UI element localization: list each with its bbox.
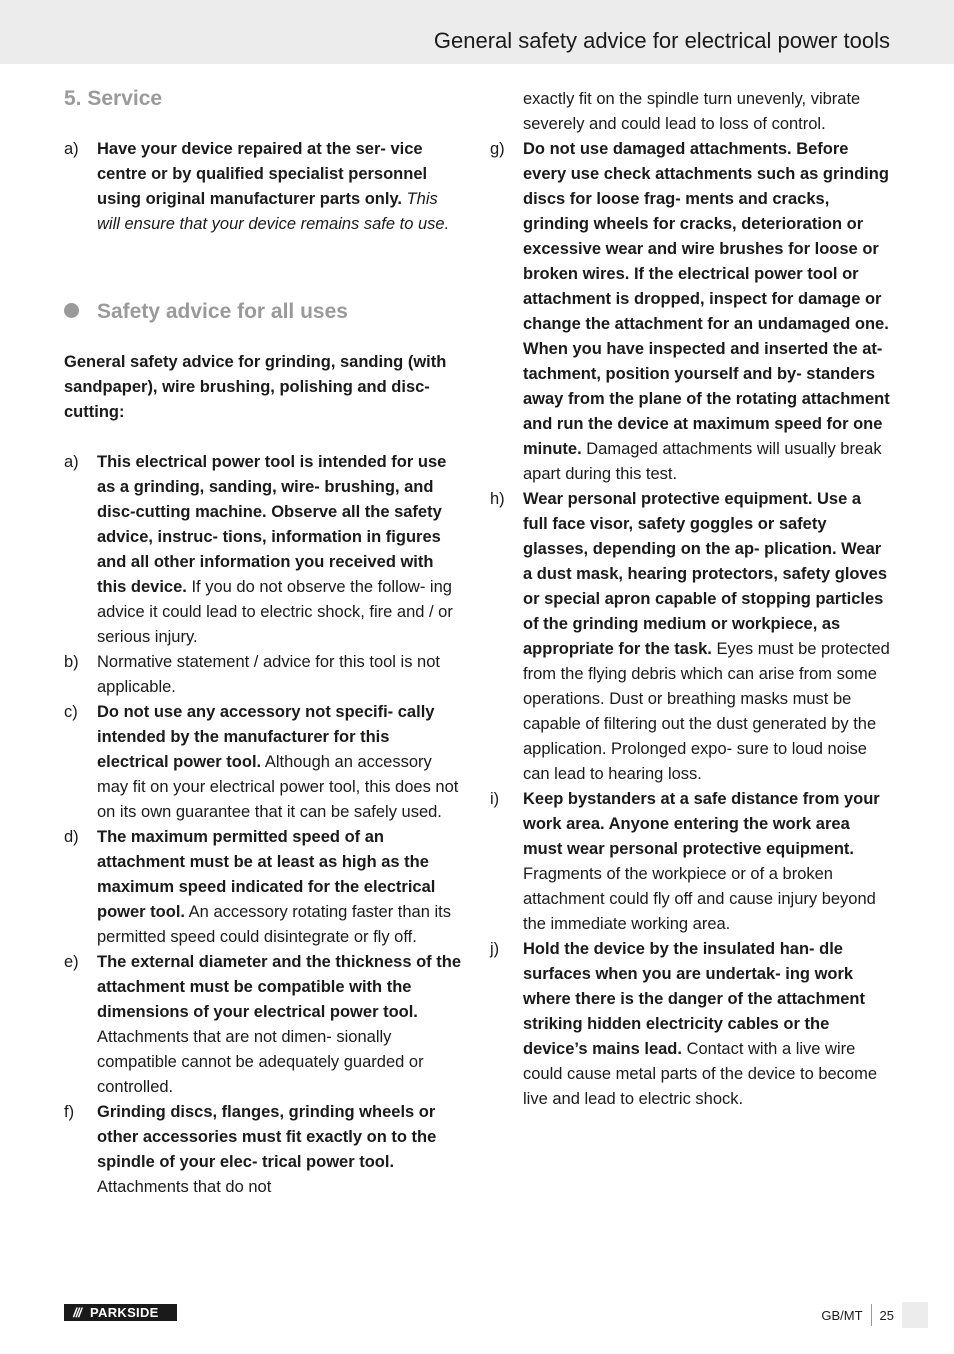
list-item: c) Do not use any accessory not specifi- cally intended by the manufacturer for this electrical power tool. Although an accessory may fit on your electrical power tool, this does not on its own guarantee that it can be safely used. [64, 703, 459, 821]
right-column [490, 87, 890, 1112]
page-number: 25 [879, 1307, 894, 1323]
parkside-logo: /// PARKSIDE [64, 1304, 177, 1321]
list-item: f) Grinding discs, flanges, grinding wheels or other accessories must fit exactly on to the spindle of your elec- trical power tool. Attachments that do not [64, 1103, 437, 1196]
list-item: e) The external diameter and the thickness of the attachment must be compatible with the dimensions of your electrical power tool. Attachments that are not dimen- sionally compatible cannot be adequately guarded or controlled. [64, 953, 462, 1096]
list-item: d) The maximum permitted speed of an attachment must be at least as high as the maximum speed indicated for the electrical power tool. An accessory rotating faster than its permitted speed could disintegrate or fly off. [64, 828, 451, 946]
section-title-service: 5. Service [64, 87, 163, 110]
list-item: j) Hold the device by the insulated han- dle surfaces when you are undertak- ing work where there is the danger of the attachment striking hidden electricity cables or the device’s mains lead. Contact with a live wire could cause metal parts of the device to become live and lead to electric shock. [490, 940, 878, 1108]
list-item: b) Normative statement / advice for this tool is not applicable. [64, 653, 440, 696]
safety-intro: General safety advice for grinding, sanding (with sandpaper), wire brushing, polishing and disc-cutting: [64, 353, 447, 421]
locale-label: GB/MT [821, 1307, 863, 1323]
list-item: i) Keep bystanders at a safe distance from your work area. Anyone entering the work area must wear personal protective equipment. Fragments of the workpiece or of a broken attachment could fly off and cause injury beyond the immediate working area. [490, 790, 880, 933]
left-column [64, 86, 464, 1200]
page-header [0, 0, 954, 64]
footer-divider [871, 1304, 872, 1326]
list-item: h) Wear personal protective equipment. Use a full face visor, safety goggles or safety glasses, depending on the ap- plication. Wear a dust mask, hearing protectors, safety gloves or special apron capable of stopping particles of the grinding medium or workpiece, as appropriate for the task. Eyes must be protected from the flying debris which can arise from some operations. Dust or breathing masks must be capable of filtering out the dust generated by the application. Prolonged expo- sure to loud noise can lead to hearing loss. [490, 490, 890, 783]
bullet-icon [64, 303, 79, 318]
page-footer [821, 1302, 928, 1328]
list-item: g) Do not use damaged attachments. Before every use check attachments such as grinding discs for loose frag- ments and cracks, grinding wheels for cracks, deterioration or excessive wear and wire brushes for loose or broken wires. If the electrical power tool or attachment is dropped, inspect for damage or change the attachment for an undamaged one. When you have inspected and inserted the at- tachment, position yourself and by- standers away from the plane of the rotating attachment and run the device at maximum speed for one minute. Damaged attachments will usually break apart during this test. [490, 140, 890, 483]
header-title: General safety advice for electrical power tools [433, 28, 890, 53]
footer-tab [902, 1302, 928, 1328]
section-title-safety: Safety advice for all uses [64, 299, 464, 325]
list-item: a) Have your device repaired at the ser- vice centre or by qualified specialist personnel using original manufacturer parts only. This will ensure that your device remains safe to use. [64, 140, 450, 233]
list-item-continued: exactly fit on the spindle turn unevenly, vibrate severely and could lead to loss of control. [523, 90, 861, 133]
list-item: a) This electrical power tool is intended for use as a grinding, sanding, wire- brushing, and disc-cutting machine. Observe all the safety advice, instruc- tions, information in figures and all other information you received with this device. If you do not observe the follow- ing advice it could lead to electric shock, fire and / or serious injury. [64, 453, 453, 646]
